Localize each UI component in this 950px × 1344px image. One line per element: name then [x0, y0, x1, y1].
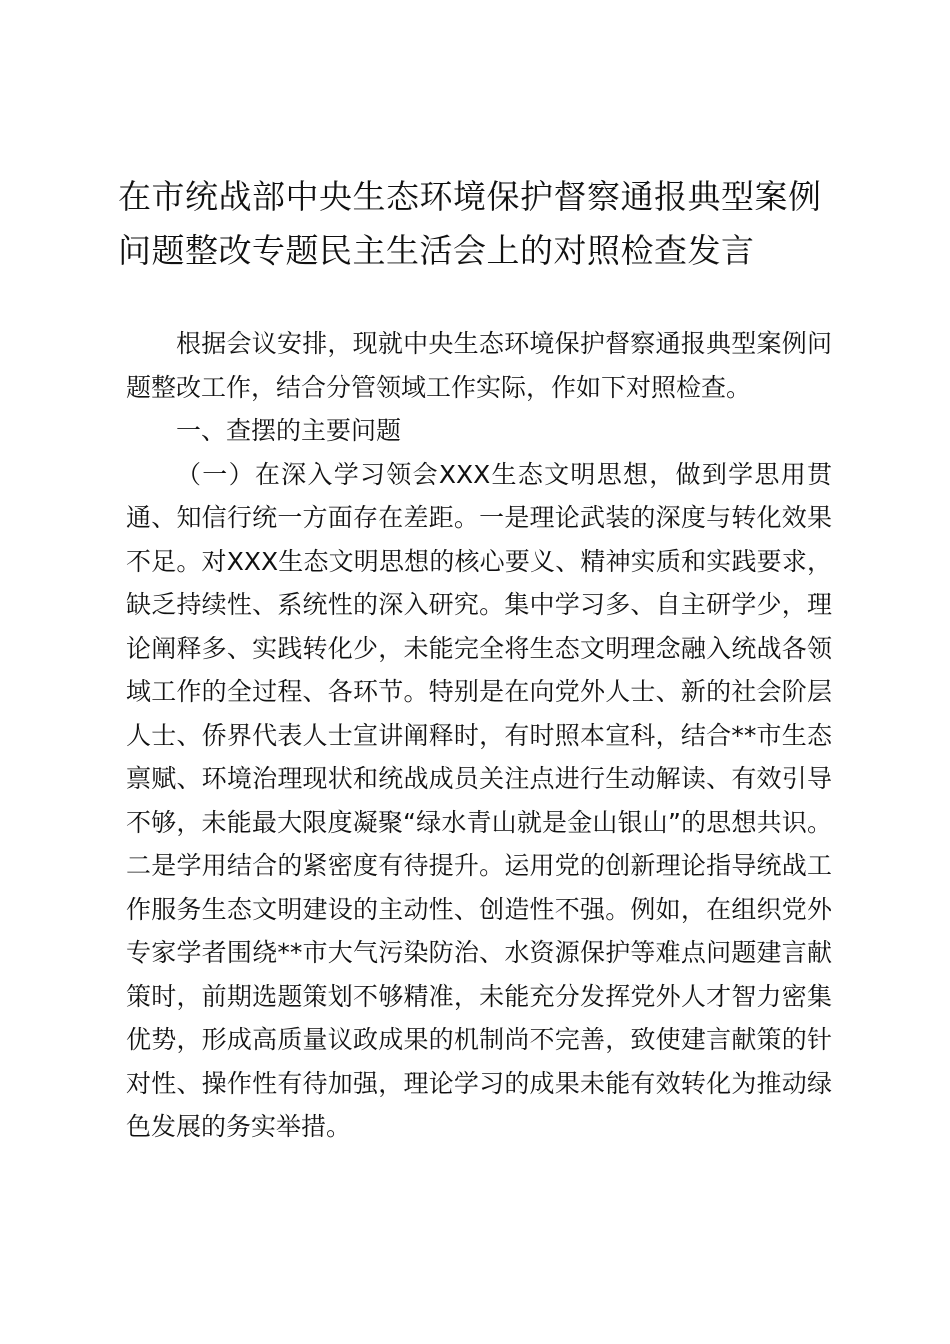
document-body	[126, 322, 832, 1149]
intro-paragraph: 根据会议安排，现就中央生态环境保护督察通报典型案例问题整改工作，结合分管领域工作实际，作如下对照检查。	[126, 329, 832, 402]
section-heading: 一、查摆的主要问题	[176, 416, 402, 445]
body-paragraph: （一）在深入学习领会XXX生态文明思想，做到学思用贯通、知信行统一方面存在差距。一是理论武装的深度与转化效果不足。对XXX生态文明思想的核心要义、精神实质和实践要求，缺乏持续性、系统性的深入研究。集中学习多、自主研学少，理论阐释多、实践转化少，未能完全将生态文明理念融入统战各领域工作的全过程、各环节。特别是在向党外人士、新的社会阶层人士、侨界代表人士宣讲阐释时，有时照本宣科，结合**市生态禀赋、环境治理现状和统战成员关注点进行生动解读、有效引导不够，未能最大限度凝聚“绿水青山就是金山银山”的思想共识。二是学用结合的紧密度有待提升。运用党的创新理论指导统战工作服务生态文明建设的主动性、创造性不强。例如，在组织党外专家学者围绕**市大气污染防治、水资源保护等难点问题建言献策时，前期选题策划不够精准，未能充分发挥党外人才智力密集优势，形成高质量议政成果的机制尚不完善，致使建言献策的针对性、操作性有待加强，理论学习的成果未能有效转化为推动绿色发展的务实举措。	[126, 459, 832, 1141]
document-title: 在市统战部中央生态环境保护督察通报典型案例问题整改专题民主生活会上的对照检查发言	[118, 177, 822, 270]
